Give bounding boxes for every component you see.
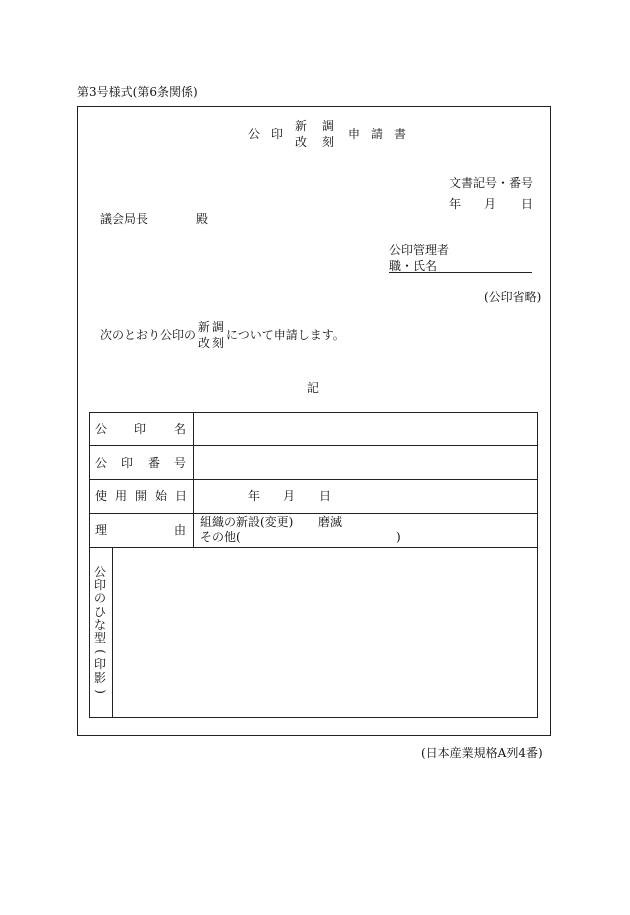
seal-impression-char-1: 公 (93, 565, 106, 579)
reason-new-org: 組織の新設(変更) (200, 515, 294, 529)
date-month: 月 (484, 197, 497, 211)
ki-mark: 記 (307, 381, 320, 395)
start-date-day: 日 (319, 489, 332, 503)
start-date-year: 年 (248, 489, 261, 503)
addressee-honorific: 殿 (196, 212, 209, 226)
table-row-divider-2 (89, 479, 538, 480)
body-text-carve: 刻 (212, 336, 225, 350)
seal-impression-char-5: な (93, 617, 106, 632)
start-date-label-1: 使 (95, 489, 108, 503)
title-suffix-3: 書 (394, 127, 407, 141)
start-date-month: 月 (283, 489, 296, 503)
seal-impression-char-4: ひ (93, 604, 106, 619)
start-date-label-3: 開 (135, 489, 148, 503)
title-new: 新 (295, 119, 308, 133)
title-prefix-1: 公 (248, 127, 261, 141)
seal-impression-label (93, 566, 107, 698)
table-row-divider-4 (89, 547, 538, 548)
start-date-label-4: 始 (155, 489, 168, 503)
seal-impression-close-paren: ) (93, 689, 108, 694)
body-text-change: 改 (198, 336, 211, 350)
seal-impression-char-8: 印 (93, 657, 106, 672)
date-year: 年 (449, 197, 462, 211)
body-text-before: 次のとおり公印の (100, 328, 197, 342)
body-text-tone: 調 (212, 320, 225, 334)
table-row-divider-3 (89, 513, 538, 514)
seal-impression-open-paren: ( (93, 649, 108, 655)
start-date-label-2: 用 (115, 489, 128, 503)
applicant-name-label: 職・氏名 (389, 259, 438, 273)
body-text-after: について申請します。 (226, 328, 345, 342)
table-impression-column-divider (112, 547, 113, 717)
seal-name-label-3: 名 (174, 422, 187, 436)
applicant-name-underline (389, 272, 532, 273)
seal-omitted-note: (公印省略) (484, 290, 542, 304)
title-change: 改 (295, 135, 308, 149)
form-number: 第3号様式(第6条関係) (77, 85, 198, 99)
seal-impression-char-6: 型 (93, 631, 106, 646)
title-suffix-1: 申 (348, 127, 361, 141)
title-suffix-2: 請 (371, 127, 384, 141)
seal-impression-char-9: 影 (93, 670, 106, 685)
reason-abolish: 磨滅 (318, 515, 343, 529)
title-prefix-2: 印 (271, 127, 284, 141)
title-tone: 調 (322, 119, 335, 133)
title-carve: 刻 (322, 135, 335, 149)
seal-name-label-1: 公 (95, 422, 108, 436)
reason-label-2: 由 (174, 523, 187, 537)
seal-number-label-2: 印 (121, 456, 134, 470)
reason-label-1: 理 (95, 523, 108, 537)
reason-other-open: その他( (200, 530, 241, 544)
seal-number-label-4: 号 (174, 456, 187, 470)
applicant-role: 公印管理者 (389, 243, 450, 257)
seal-name-label-2: 印 (134, 422, 147, 436)
doc-number-label: 文書記号・番号 (449, 176, 534, 190)
addressee-title: 議会局長 (100, 212, 149, 226)
date-day: 日 (521, 197, 534, 211)
seal-impression-char-3: の (93, 591, 106, 606)
seal-number-label-1: 公 (95, 456, 108, 470)
paper-size-note: (日本産業規格A列4番) (421, 746, 543, 760)
seal-number-label-3: 番 (148, 456, 161, 470)
start-date-label-5: 日 (175, 489, 188, 503)
seal-impression-char-2: 印 (93, 578, 106, 593)
table-label-column-divider (193, 412, 194, 547)
reason-other-close: ) (396, 530, 401, 544)
table-row-divider-1 (89, 445, 538, 446)
body-text-new: 新 (198, 320, 211, 334)
